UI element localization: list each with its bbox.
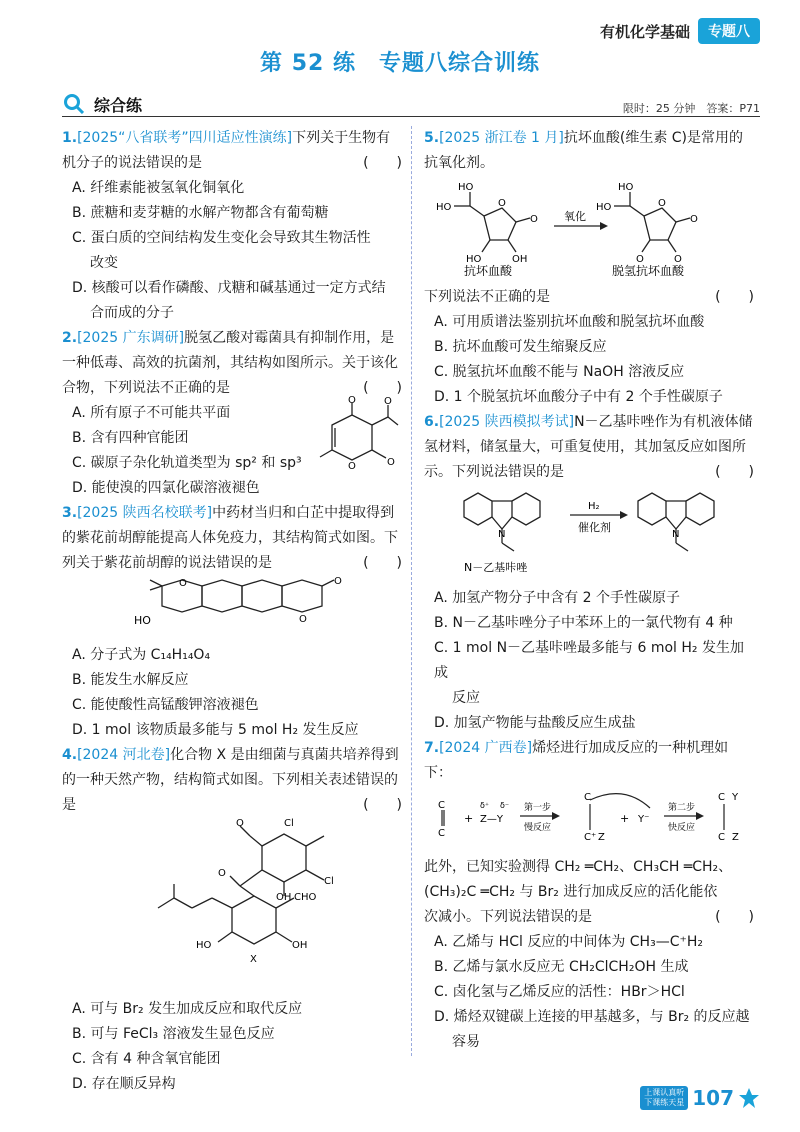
q5-number: 5. [424,130,440,146]
q5-name-dehydro: 脱氢抗坏血酸 [612,264,685,276]
q7-mech-c4: C⁺ [584,832,597,843]
q5-atom-ho4: HO [618,182,634,193]
q7-mech-z2: Z [732,832,739,843]
question-6 [424,410,754,736]
left-column [62,126,402,1097]
q5-atom-o1: O [498,198,506,209]
q7-mech-ym: Y⁻ [638,814,650,825]
q5-atom-oh: OH [512,254,528,265]
q4-option-a: A. 可与 Br₂ 发生加成反应和取代反应 [72,1001,303,1017]
q2-atom-o4: O [348,461,356,472]
q4-atom-o1: O [218,868,226,879]
q6-atom-n2: N [672,529,680,540]
q4-atom-cho: CHO [294,892,317,903]
q5-option-b: B. 抗坏血酸可发生缩聚反应 [434,339,607,355]
q1-option-c: C. 蛋白质的空间结构发生变化会导致其生物活性 [72,230,371,246]
question-4 [62,743,402,1097]
q7-mech-c1: C [438,800,445,811]
compound-x-structure [62,818,402,988]
q1-option-d-cont: 合而成的分子 [90,305,174,321]
q3-atom-ho: HO [134,614,151,627]
q4-source: [2024 河北卷] [77,747,171,763]
q5-atom-o5: O [636,254,644,265]
q7-fast: 快反应 [668,823,696,833]
q7-mech-z1: Z [598,832,605,843]
q4-option-b: B. 可与 FeCl₃ 溶液发生显色反应 [72,1026,275,1042]
q6-name: N－乙基咔唑 [464,561,528,574]
q7-option-d: D. 烯烃双键碳上连接的甲基越多，与 Br₂ 的反应越 [434,1009,750,1025]
q7-text-3: 次减小。下列说法错误的是 [424,909,592,925]
q6-atom-n1: N [498,529,506,540]
ascorbic-acid-reaction [424,176,754,276]
q2-atom-o3: O [387,457,395,468]
q5-stem: 抗坏血酸(维生素 C)是常用的抗氧化剂。 [424,130,744,171]
q5-source: [2025 浙江卷 1 月] [439,130,564,146]
q5-blank: ( ) [715,289,754,305]
q5-atom-o6: O [674,254,682,265]
q6-option-b: B. N－乙基咔唑分子中苯环上的一氯代物有 4 种 [434,615,733,631]
q6-reagent: H₂ [588,501,600,512]
column-divider [411,126,412,1056]
decursinol-structure [62,576,402,634]
q3-option-a: A. 分子式为 C₁₄H₁₄O₄ [72,647,211,663]
q7-option-b: B. 乙烯与氯水反应无 CH₂ClCH₂OH 生成 [434,959,689,975]
q5-option-a: A. 可用质谱法鉴别抗坏血酸和脱氢抗坏血酸 [434,314,705,330]
q7-step1: 第一步 [524,803,552,813]
q2-source: [2025 广东调研] [77,330,185,346]
q6-option-c: C. 1 mol N－乙基咔唑最多能与 6 mol H₂ 发生加成 [434,640,744,681]
q2-atom-o2: O [384,396,392,407]
q2-option-d: D. 能使溴的四氯化碳溶液褪色 [72,480,260,496]
q7-source: [2024 广西卷] [439,740,533,756]
q7-mech-plus2: + [620,812,630,825]
q6-number: 6. [424,414,440,430]
q6-stem: N－乙基咔唑作为有机液体储氢材料，储氢量大，可重复使用，其加氢反应如图所示。下列说法错误的是 [424,414,753,480]
question-3 [62,501,402,743]
q4-stem: 化合物 X 是由细菌与真菌共培养得到的一种天然产物，结构简式如图。下列相关表述错误的是 [62,747,399,813]
q5-atom-ho5: HO [596,202,612,213]
q4-option-d: D. 存在顺反异构 [72,1076,176,1092]
subject-label: 有机化学基础 [599,22,690,41]
q7-mech-delta-plus: δ⁺ [480,801,490,810]
topic-badge: 专题八 [698,18,760,44]
q5-atom-o2: O [530,214,538,225]
q3-blank: ( ) [363,555,402,571]
footer-slogan [640,1086,688,1110]
q3-stem: 中药材当归和白芷中提取得到的紫花前胡醇能提高人体免疫力，其结构简式如图。下列关于紫花前胡醇的说法错误的是 [62,505,398,571]
q1-option-c-cont: 改变 [90,255,118,271]
question-5 [424,126,754,410]
q5-atom-ho2: HO [436,202,452,213]
q3-number: 3. [62,505,78,521]
q4-atom-o2: O [236,818,244,829]
q6-option-c-cont: 反应 [452,690,480,706]
q4-option-c: C. 含有 4 种含氧官能团 [72,1051,221,1067]
q3-atom-o3: O [334,576,342,587]
question-1 [62,126,402,326]
q7-option-d-cont: 容易 [452,1034,480,1050]
q5-ask: 下列说法不正确的是 [424,289,550,305]
addition-mechanism [424,786,754,846]
q2-stem: 脱氢乙酸对霉菌具有抑制作用，是一种低毒、高效的抗菌剂，其结构如图所示。关于该化合物，下列说法不正确的是 [62,330,398,396]
q7-mech-c6: C [718,832,725,843]
q4-atom-ho: HO [196,940,212,951]
q4-blank: ( ) [363,797,402,813]
section-label: 综合练 [94,96,143,115]
q7-slow: 慢反应 [524,823,552,833]
q2-blank: ( ) [363,380,402,396]
q4-atom-oh2: OH [292,940,308,951]
q3-option-d: D. 1 mol 该物质最多能与 5 mol H₂ 发生反应 [72,722,359,738]
q1-option-b: B. 蔗糖和麦芽糖的水解产物都含有葡萄糖 [72,205,329,221]
q7-step2: 第二步 [668,803,696,813]
q1-option-a: A. 纤维素能被氢氧化铜氧化 [72,180,245,196]
magnifier-icon [62,92,84,114]
q7-mech-c3: C [584,792,591,803]
q4-number: 4. [62,747,78,763]
q6-option-d: D. 加氢产物能与盐酸反应生成盐 [434,715,636,731]
q7-option-c: C. 卤化氢与乙烯反应的活性：HBr＞HCl [434,984,685,1000]
q7-stem: 烯烃进行加成反应的一种机理如下： [424,740,729,781]
q7-mech-delta-minus: δ⁻ [500,801,510,810]
q1-number: 1. [62,130,78,146]
page-number: 107 [692,1086,734,1110]
q7-number: 7. [424,740,440,756]
question-2 [62,326,402,501]
q2-option-c: C. 碳原子杂化轨道类型为 sp² 和 sp³ [72,455,302,471]
q5-name-ascorbic: 抗坏血酸 [464,264,513,276]
q7-mech-plus1: + [464,812,474,825]
section-header [62,92,760,117]
q1-blank: ( ) [363,155,402,171]
q4-atom-cl1: Cl [284,818,294,829]
q5-atom-ho3: HO [466,254,482,265]
q5-atom-o3: O [658,198,666,209]
q6-source: [2025 陕西模拟考试] [439,414,575,430]
q5-atom-o4: O [690,214,698,225]
q6-blank: ( ) [715,464,754,480]
q4-atom-cl2: Cl [324,876,334,887]
q7-option-a: A. 乙烯与 HCl 反应的中间体为 CH₃—C⁺H₂ [434,934,703,950]
q5-option-d: D. 1 个脱氢抗坏血酸分子中有 2 个手性碳原子 [434,389,723,405]
ethylcarbazole-reaction [424,485,754,577]
page-title: 第 52 练 专题八综合训练 [260,51,540,76]
q7-mech-y: Y [732,792,739,803]
q7-mech-c5: C [718,792,725,803]
q4-label-x: X [250,954,257,965]
q6-condition: 催化剂 [578,521,611,534]
q2-option-b: B. 含有四种官能团 [72,430,189,446]
star-mascot-icon [738,1087,760,1109]
q2-atom-o1: O [348,395,356,406]
page-footer [640,1086,760,1110]
q7-text-1: 此外，已知实验测得 CH₂ ═CH₂、CH₃CH ═CH₂、 [424,859,733,875]
q2-option-a: A. 所有原子不可能共平面 [72,405,231,421]
q7-mech-c2: C [438,828,445,839]
q5-arrow-label: 氧化 [564,210,586,223]
time-limit: 限时：25 分钟 答案：P71 [622,102,760,115]
q7-text-2: (CH₃)₂C ═CH₂ 与 Br₂ 进行加成反应的活化能依 [424,884,718,900]
slogan-line-1: 上课认真听 [644,1088,685,1097]
q7-blank: ( ) [715,909,754,925]
q3-atom-o1: O [179,578,187,589]
dehydroacetic-acid-structure [302,395,402,495]
q3-source: [2025 陕西名校联考] [77,505,213,521]
slogan-line-2: 下课练天星 [644,1098,685,1107]
q2-number: 2. [62,330,78,346]
q6-option-a: A. 加氢产物分子中含有 2 个手性碳原子 [434,590,681,606]
q5-option-c: C. 脱氢抗坏血酸不能与 NaOH 溶液反应 [434,364,685,380]
header [600,18,760,44]
q1-option-d: D. 核酸可以看作磷酸、戊糖和碱基通过一定方式结 [72,280,386,296]
q7-mech-zy: Z—Y [480,814,503,825]
q1-source: [2025“八省联考”四川适应性演练] [77,130,293,146]
q5-atom-ho1: HO [458,182,474,193]
q3-option-b: B. 能发生水解反应 [72,672,189,688]
q4-atom-oh1: OH [276,892,292,903]
q1-stem: 下列关于生物有机分子的说法错误的是 [62,130,391,171]
question-7 [424,736,754,1055]
q3-option-c: C. 能使酸性高锰酸钾溶液褪色 [72,697,259,713]
right-column [424,126,754,1055]
q3-atom-o2: O [299,614,307,625]
